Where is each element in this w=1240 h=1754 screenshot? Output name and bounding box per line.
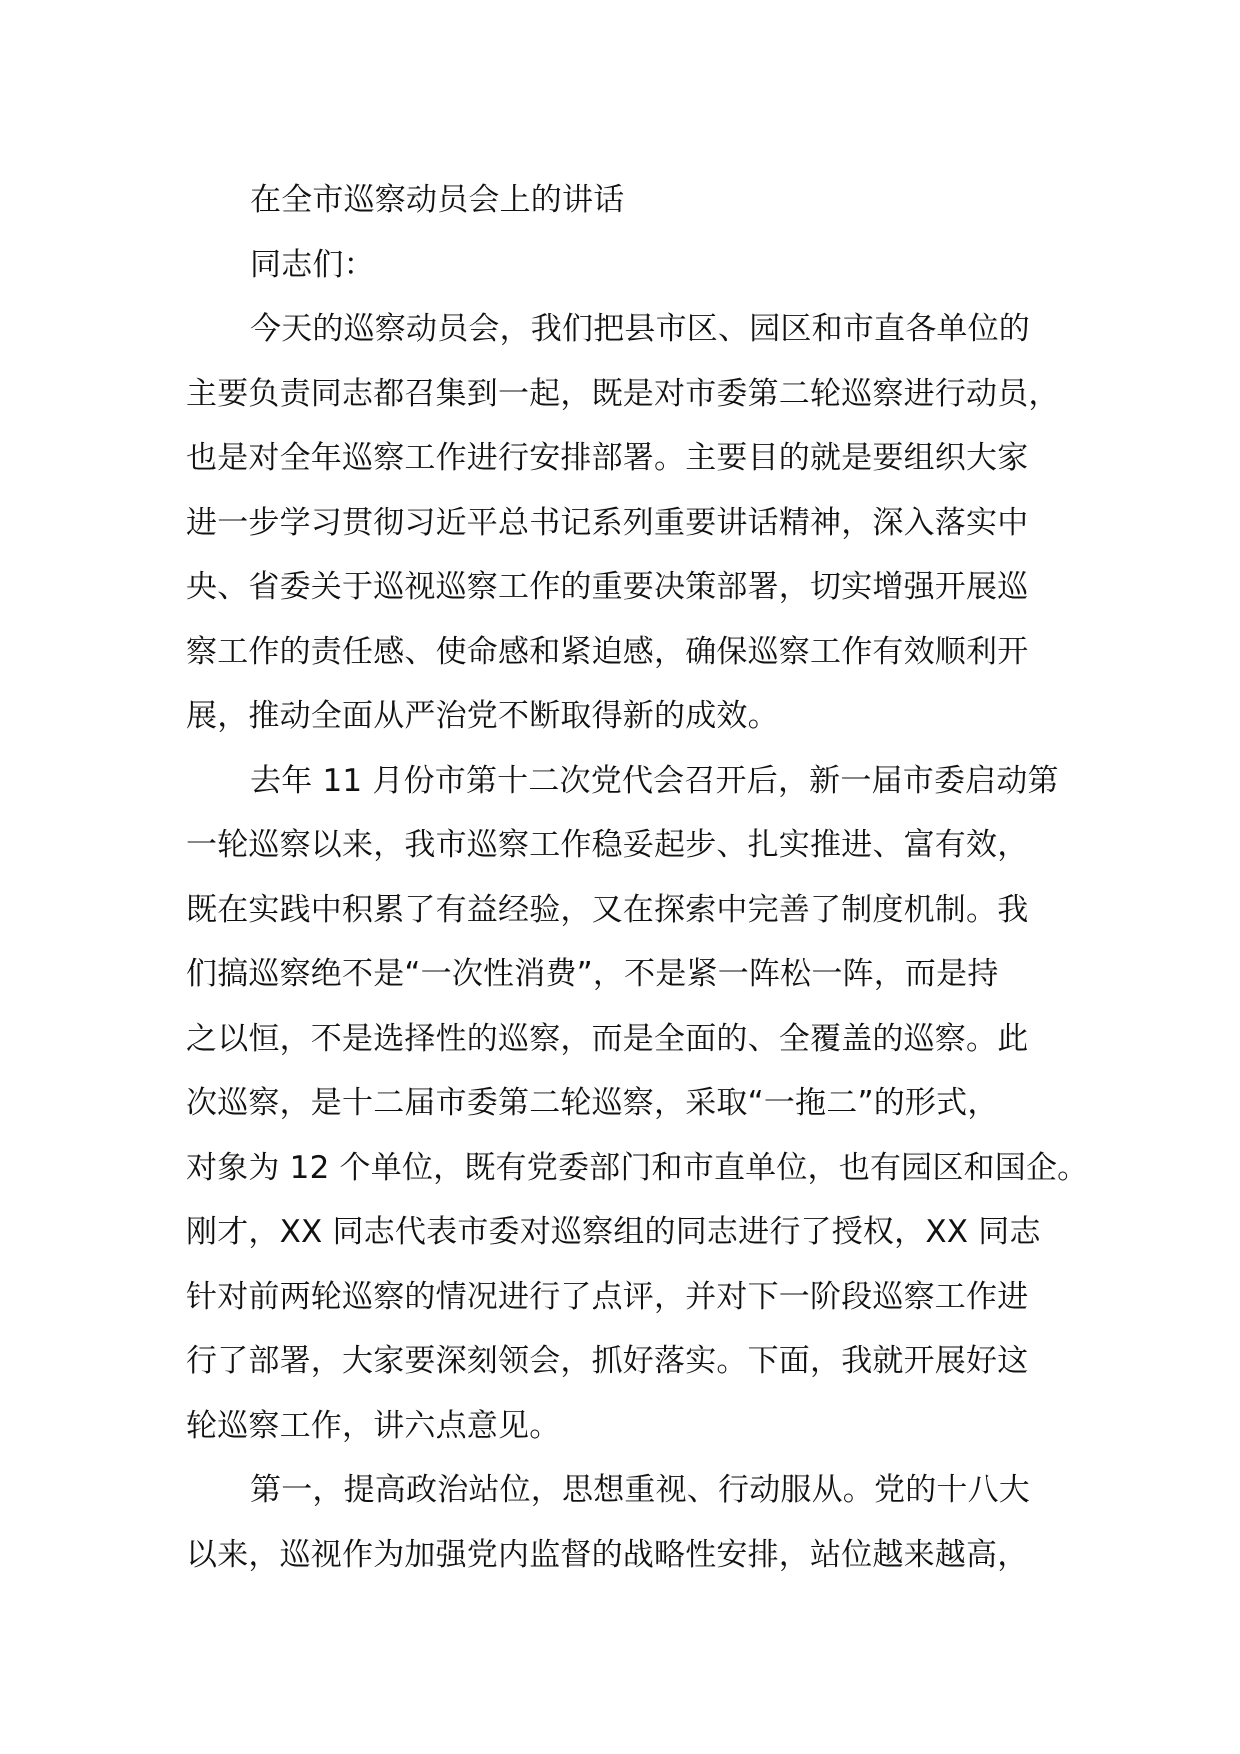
salutation: 同志们：	[250, 246, 375, 283]
paragraph-line: 行了部署，大家要深刻领会，抓好落实。下面，我就开展好这	[186, 1343, 1029, 1379]
paragraph-line: 次巡察，是十二届市委第二轮巡察，采取“一拖二”的形式，	[186, 1085, 999, 1121]
document-body	[186, 168, 1089, 1587]
paragraph-line: 针对前两轮巡察的情况进行了点评，并对下一阶段巡察工作进	[186, 1278, 1029, 1315]
paragraph-line: 主要负责同志都召集到一起，既是对市委第二轮巡察进行动员，	[186, 375, 1060, 412]
paragraph-line: 进一步学习贯彻习近平总书记系列重要讲话精神，深入落实中	[186, 504, 1029, 541]
paragraph-3	[186, 1458, 1086, 1587]
paragraph-line: 既在实践中积累了有益经验，又在探索中完善了制度机制。我	[186, 891, 1029, 928]
paragraph-line: 之以恒，不是选择性的巡察，而是全面的、全覆盖的巡察。此	[186, 1020, 1029, 1057]
paragraph-line: 察工作的责任感、使命感和紧迫感，确保巡察工作有效顺利开	[186, 633, 1029, 670]
paragraph-1	[186, 297, 1086, 749]
paragraph-line: 去年 11 月份市第十二次党代会召开后，新一届市委启动第	[250, 762, 1059, 799]
paragraph-line: 轮巡察工作，讲六点意见。	[186, 1407, 561, 1444]
paragraph-line: 第一，提高政治站位，思想重视、行动服从。党的十八大	[250, 1472, 1030, 1508]
paragraph-line: 刚才，XX 同志代表市委对巡察组的同志进行了授权，XX 同志	[186, 1214, 1041, 1250]
document-title: 在全市巡察动员会上的讲话	[250, 182, 625, 218]
paragraph-line: 央、省委关于巡视巡察工作的重要决策部署，切实增强开展巡	[186, 569, 1029, 605]
paragraph-line: 对象为 12 个单位，既有党委部门和市直单位，也有园区和国企。	[186, 1149, 1089, 1186]
paragraph-line: 们搞巡察绝不是“一次性消费”，不是紧一阵松一阵，而是持	[186, 956, 999, 992]
paragraph-line: 也是对全年巡察工作进行安排部署。主要目的就是要组织大家	[186, 440, 1029, 476]
paragraph-line: 以来，巡视作为加强党内监督的战略性安排，站位越来越高，	[186, 1536, 1029, 1573]
paragraph-line: 今天的巡察动员会，我们把县市区、园区和市直各单位的	[250, 311, 1030, 347]
paragraph-line: 展，推动全面从严治党不断取得新的成效。	[186, 698, 779, 734]
paragraph-line: 一轮巡察以来，我市巡察工作稳妥起步、扎实推进、富有效，	[186, 827, 1029, 863]
paragraph-2	[186, 749, 1089, 1459]
